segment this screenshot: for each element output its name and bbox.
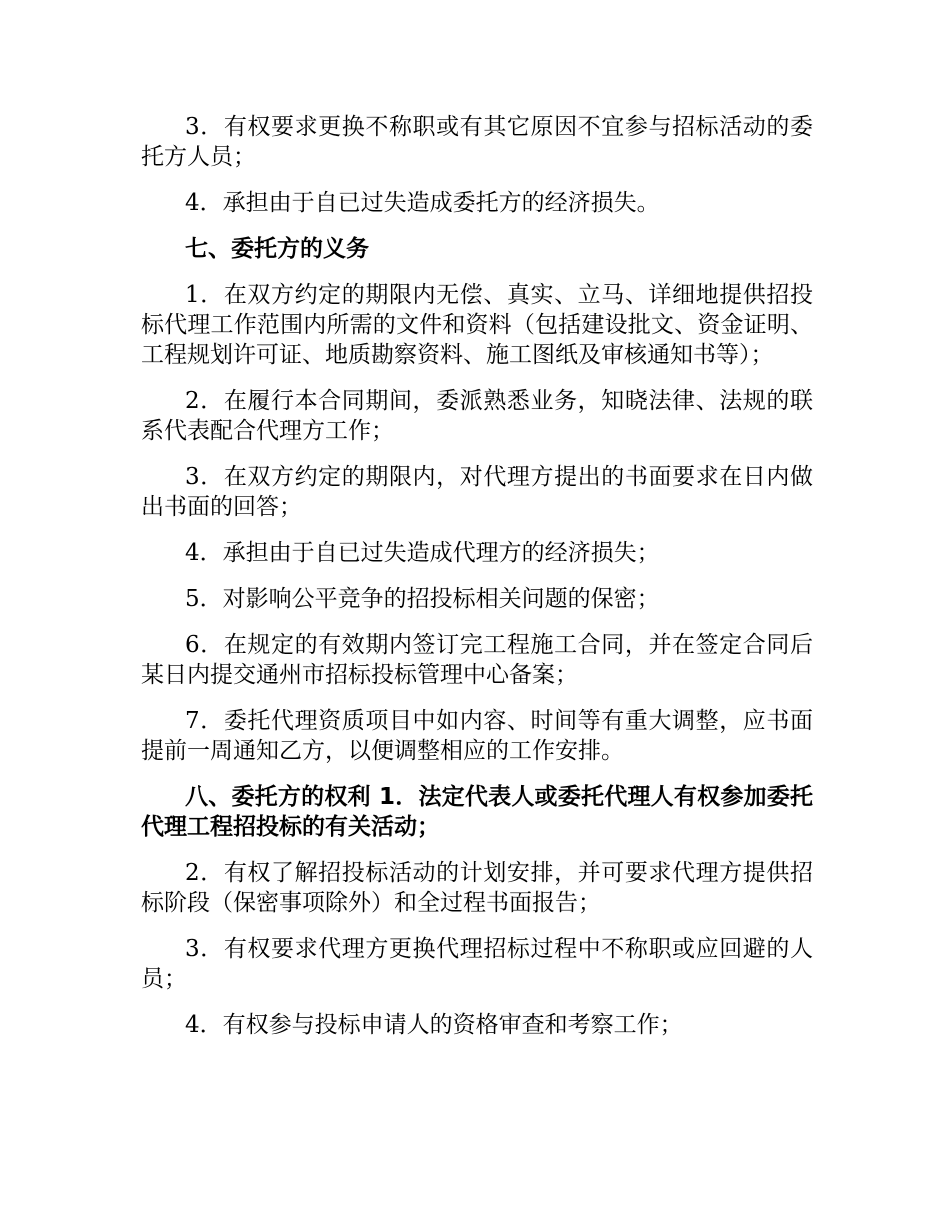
document-page (141, 112, 813, 1056)
obligation-item-3: 3．在双方约定的期限内，对代理方提出的书面要求在日内做出书面的回答； (141, 464, 813, 520)
obligation-item-6: 6．在规定的有效期内签订完工程施工合同，并在签定合同后某日内提交通州市招标投标管理中心备案； (141, 632, 813, 688)
obligation-item-4: 4．承担由于自已过失造成代理方的经济损失； (185, 540, 660, 566)
obligation-item-2: 2．在履行本合同期间，委派熟悉业务，知晓法律、法规的联系代表配合代理方工作； (141, 388, 813, 444)
obligation-item-5: 5．对影响公平竞争的招投标相关问题的保密； (185, 586, 660, 612)
rights-item-3: 3．有权要求代理方更换代理招标过程中不称职或应回避的人员； (141, 936, 813, 992)
obligation-item-1: 1．在双方约定的期限内无偿、真实、立马、详细地提供招投标代理工作范围内所需的文件和资料（包括建设批文、资金证明、工程规划许可证、地质勘察资料、施工图纸及审核通知书等）； (141, 282, 813, 368)
paragraph-item-3-right-replace: 3．有权要求更换不称职或有其它原因不宜参与招标活动的委托方人员； (141, 114, 813, 170)
paragraph-item-4-bear-loss: 4．承担由于自已过失造成委托方的经济损失。 (185, 190, 660, 216)
obligation-item-7: 7．委托代理资质项目中如内容、时间等有重大调整，应书面提前一周通知乙方，以便调整相应的工作安排。 (141, 708, 813, 764)
rights-item-2: 2．有权了解招投标活动的计划安排，并可要求代理方提供招标阶段（保密事项除外）和全过程书面报告； (141, 860, 813, 916)
section-heading-client-rights: 八、委托方的权利 1．法定代表人或委托代理人有权参加委托代理工程招投标的有关活动； (141, 784, 813, 840)
section-heading-client-obligations: 七、委托方的义务 (185, 236, 369, 262)
rights-item-4: 4．有权参与投标申请人的资格审查和考察工作； (185, 1012, 683, 1038)
